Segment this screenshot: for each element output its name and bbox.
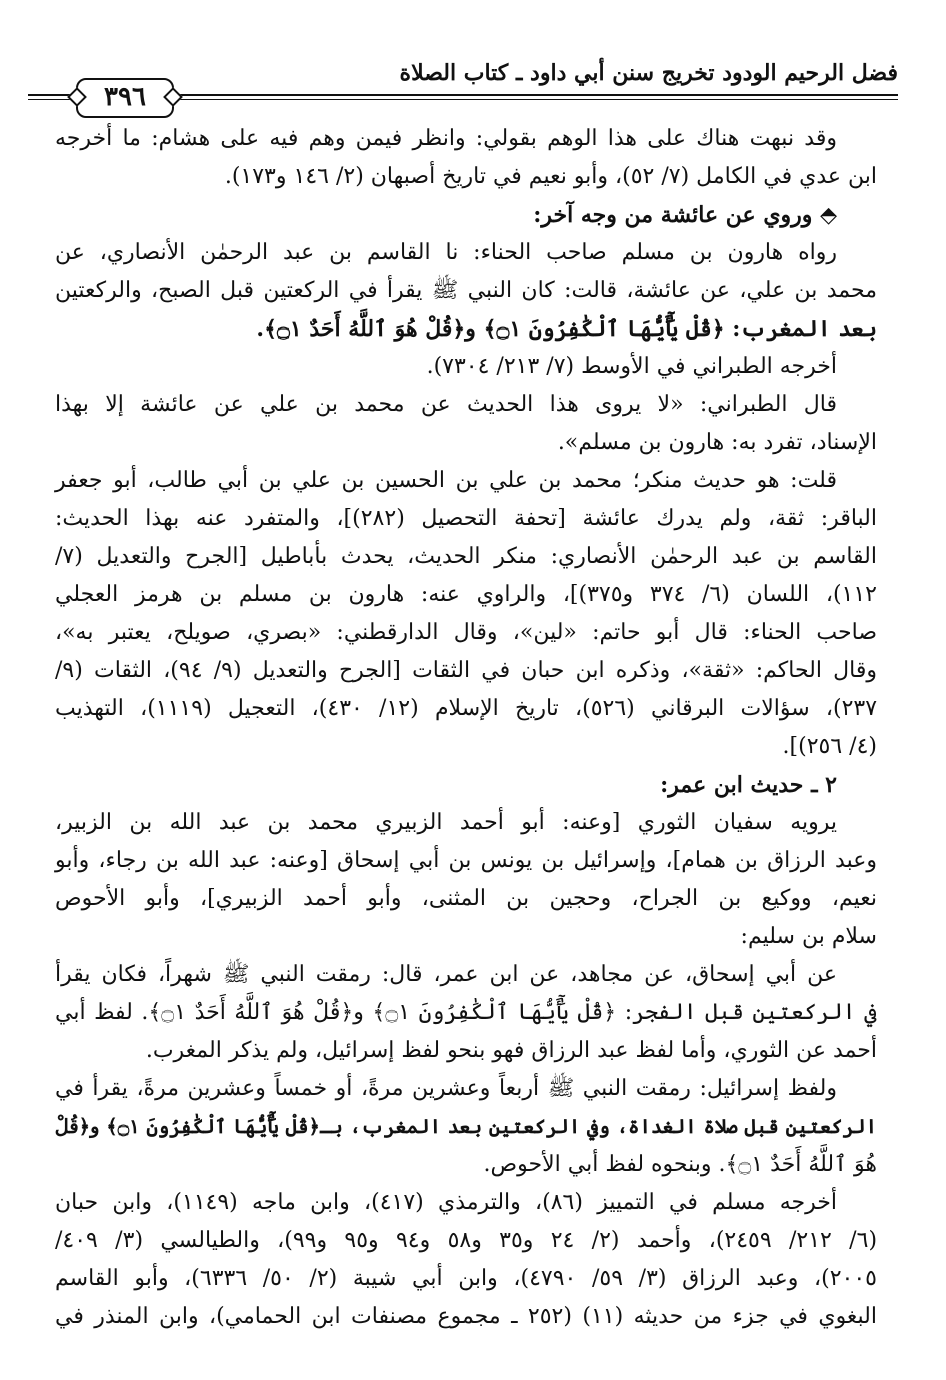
text-line: (٤/ ٢٥٦)]. — [782, 734, 877, 759]
text-line: الإسناد، تفرد به: هارون بن مسلم». — [557, 430, 877, 455]
text-line: يرويه سفيان الثوري [وعنه: أبو أحمد الزبيري محمد بن عبد الله بن الزبير، — [55, 810, 837, 835]
book-title: فضل الرحيم الودود تخريج سنن أبي داود ـ كتاب الصلاة — [399, 60, 898, 86]
text-line: وقد نبهت هناك على هذا الوهم بقولي: وانظر فيمن وهم فيه على هشام: ما أخرجه — [55, 126, 837, 151]
text-line: ٢٣٧)، سؤالات البرقاني (٥٢٦)، تاريخ الإسلام (١٢/ ٤٣٠)، التعجيل (١١١٩)، التهذيب — [55, 696, 878, 721]
text-line: ابن عدي في الكامل (٧/ ٥٢)، وأبو نعيم في تاريخ أصبهان (٢/ ١٤٦ و١٧٣). — [224, 164, 877, 189]
text-line: وقال الحاكم: «ثقة»، وذكره ابن حبان في الثقات [الجرح والتعديل (٩/ ٩٤)، الثقات (٩/ — [55, 658, 878, 683]
section-heading: ٢ ـ حديث ابن عمر: — [660, 772, 837, 798]
text-line: هُوَ ٱللَّهُ أَحَدٌ ۝١﴾. وبنحوه لفظ أبي الأحوص. — [483, 1152, 877, 1177]
page-number-ornament — [28, 78, 218, 118]
text-line: الباقر: ثقة، ولم يدرك عائشة [تحفة التحصيل (٢٨٢)]، والمتفرد عنه بهذا الحديث: — [55, 506, 877, 531]
text-line: ٢٠٠٥)، وعبد الرزاق (٣/ ٥٩/ ٤٧٩٠)، وابن أبي شيبة (٢/ ٥٠/ ٦٣٣٦)، وأبو القاسم — [55, 1266, 877, 1291]
text-line: ولفظ إسرائيل: رمقت النبي ﷺ أربعاً وعشرين مرةً، أو خمساً وعشرين مرةً، يقرأ في — [55, 1076, 837, 1101]
text-line: (٦/ ٢١٢/ ٢٤٥٩)، وأحمد (٢/ ٢٤ و٣٥ و٥٨ و٩٤ و٩٥ و٩٩)، والطيالسي (٣/ ٤٠٩/ — [55, 1228, 878, 1253]
text-line: في الركعتين قبل الفجر: ﴿قُلْ يَٰٓأَيُّهَا ٱلْكَٰفِرُونَ ۝١﴾ و﴿قُلْ هُوَ ٱللَّهُ أَحَدٌ ۝١﴾. لفظ أبي — [55, 1000, 877, 1025]
text-line: قال الطبراني: «لا يروى هذا الحديث عن محمد بن علي عن عائشة إلا بهذا — [55, 392, 837, 417]
text-line: القاسم بن عبد الرحمٰن الأنصاري: منكر الحديث، يحدث بأباطيل [الجرح والتعديل (٧/ — [55, 544, 877, 569]
section-heading: ⬘ وروي عن عائشة من وجه آخر: — [533, 202, 837, 228]
text-line: قلت: هو حديث منكر؛ محمد بن علي بن الحسين بن علي بن أبي طالب، أبو جعفر — [55, 468, 837, 493]
text-line: أحمد عن الثوري، وأما لفظ عبد الرزاق فهو بنحو لفظ إسرائيل، ولم يذكر المغرب. — [145, 1038, 877, 1063]
text-line: عن أبي إسحاق، عن مجاهد، عن ابن عمر، قال: رمقت النبي ﷺ شهراً، فكان يقرأ — [55, 962, 837, 987]
text-line: رواه هارون بن مسلم صاحب الحناء: نا القاسم بن عبد الرحمٰن الأنصاري، عن — [55, 240, 837, 265]
text-line: صاحب الحناء: قال أبو حاتم: «لين»، وقال الدارقطني: «بصري، صويلح، يعتبر به»، — [55, 620, 877, 645]
text-line: نعيم، ووكيع بن الجراح، وحجين بن المثنى، وأبو أحمد الزبيري]، وأبو الأحوص — [55, 886, 877, 911]
running-header — [28, 50, 898, 110]
text-line: ١١٢)، اللسان (٦/ ٣٧٤ و٣٧٥)]، والراوي عنه: هارون بن مسلم بن هرمز العجلي — [55, 582, 877, 607]
text-line: بعد المغرب: ﴿قُلْ يَٰٓأَيُّهَا ٱلْكَٰفِرُونَ ۝١﴾ و﴿قُلْ هُوَ ٱللَّهُ أَحَدٌ ۝١﴾. — [256, 316, 877, 342]
body-text — [55, 120, 877, 1336]
text-line: البغوي في جزء من حديثه (١١) (٢٥٢ ـ مجموع مصنفات ابن الحمامي)، وابن المنذر في — [55, 1304, 877, 1329]
text-line: سلام بن سليم: — [740, 924, 877, 949]
text-line: أخرجه مسلم في التمييز (٨٦)، والترمذي (٤١٧)، وابن ماجه (١١٤٩)، وابن حبان — [55, 1190, 837, 1215]
text-line: الركعتين قبل صلاة الغداة، وفي الركعتين بعد المغرب، بـ﴿قُلْ يَٰٓأَيُّهَا ٱلْكَٰفِرُونَ ۝١﴾ و﴿قُلْ — [54, 1115, 877, 1138]
text-line: وعبد الرزاق بن همام]، وإسرائيل بن يونس بن أبي إسحاق [وعنه: عبد الله بن رجاء، وأبو — [55, 848, 877, 873]
page-number: ٣٩٦ — [76, 78, 174, 118]
text-line: أخرجه الطبراني في الأوسط (٧/ ٢١٣/ ٧٣٠٤). — [426, 354, 837, 379]
text-line: محمد بن علي، عن عائشة، قالت: كان النبي ﷺ يقرأ في الركعتين قبل الصبح، والركعتين — [55, 278, 877, 303]
